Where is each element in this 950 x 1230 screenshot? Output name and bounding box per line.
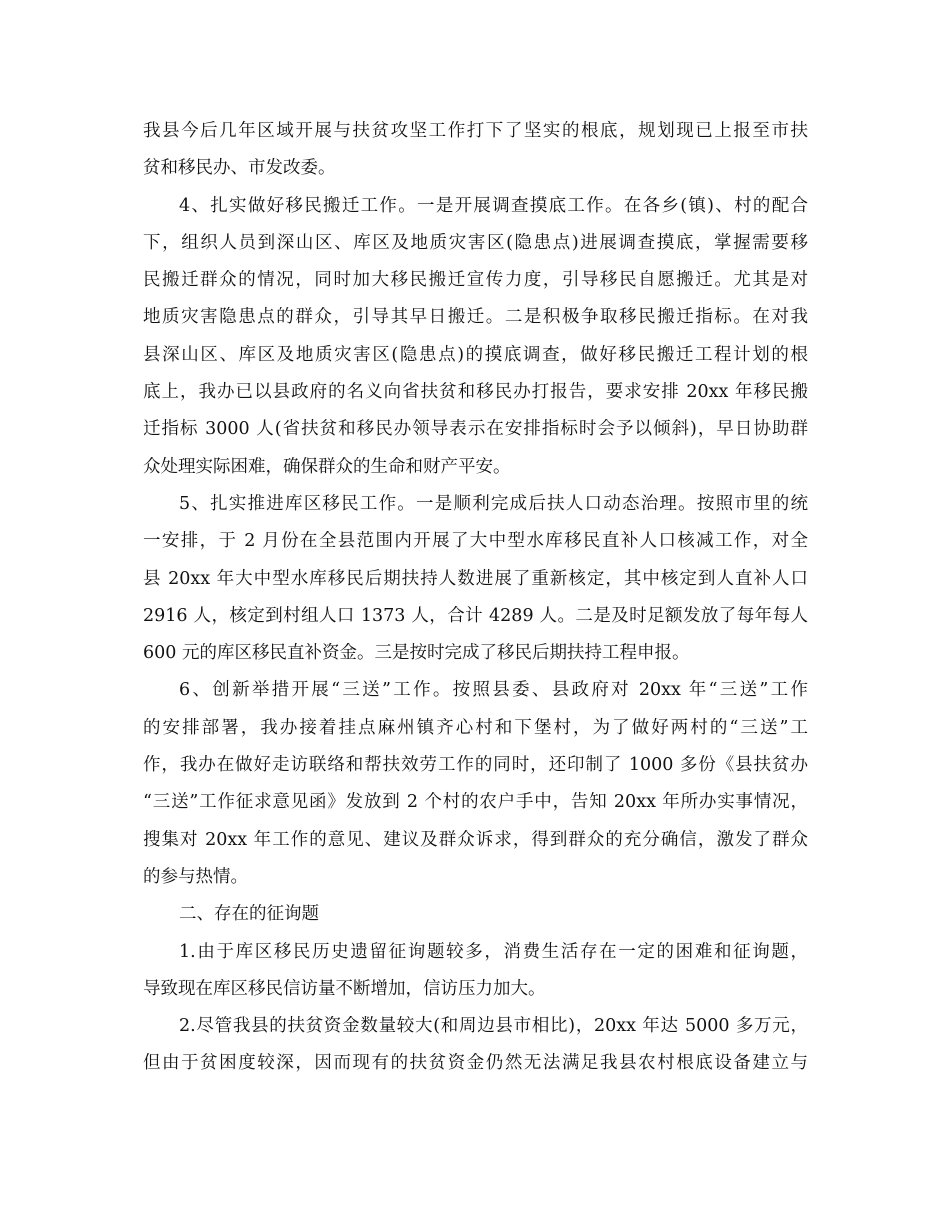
text-line: 搜集对 20xx 年工作的意见、建议及群众诉求，得到群众的充分确信，激发了群众	[143, 829, 808, 850]
text-line: 2.尽管我县的扶贫资金数量较大(和周边县市相比)，20xx 年达 5000 多万元，	[179, 1016, 808, 1037]
text-line: 地质灾害隐患点的群众，引导其早日搬迁。二是积极争取移民搬迁指标。在对我	[143, 307, 808, 328]
text-line: 县深山区、库区及地质灾害区(隐患点)的摸底调查，做好移民搬迁工程计划的根	[143, 344, 808, 365]
text-line: 一安排，于 2 月份在全县范围内开展了大中型水库移民直补人口核减工作，对全	[143, 531, 808, 552]
text-line: 但由于贫困度较深，因而现有的扶贫资金仍然无法满足我县农村根底设备建立与	[143, 1053, 808, 1074]
text-line: 作，我办在做好走访联络和帮扶效劳工作的同时，还印制了 1000 多份《县扶贫办	[143, 755, 808, 776]
text-line: “三送”工作征求意见函》发放到 2 个村的农户手中，告知 20xx 年所办实事情况，	[143, 792, 808, 813]
text-line: 4、扎实做好移民搬迁工作。一是开展调查摸底工作。在各乡(镇)、村的配合	[179, 195, 808, 216]
text-line: 5、扎实推进库区移民工作。一是顺利完成后扶人口动态治理。按照市里的统	[179, 493, 808, 514]
text-line: 众处理实际困难，确保群众的生命和财产平安。	[143, 456, 511, 477]
section-heading: 二、存在的征询题	[179, 904, 319, 925]
text-line: 2916 人，核定到村组人口 1373 人，合计 4289 人。二是及时足额发放了每年每人	[143, 605, 808, 626]
text-line: 底上，我办已以县政府的名义向省扶贫和移民办打报告，要求安排 20xx 年移民搬	[143, 382, 808, 403]
text-line: 导致现在库区移民信访量不断增加，信访压力加大。	[143, 978, 546, 999]
text-line: 民搬迁群众的情况，同时加大移民搬迁宣传力度，引导移民自愿搬迁。尤其是对	[143, 270, 808, 291]
document-page	[143, 113, 808, 1083]
text-line: 县 20xx 年大中型水库移民后期扶持人数进展了重新核定，其中核定到人直补人口	[143, 568, 808, 589]
text-line: 贫和移民办、市发改委。	[143, 158, 336, 179]
text-line: 迁指标 3000 人(省扶贫和移民办领导表示在安排指标时会予以倾斜)，早日协助群	[143, 419, 808, 440]
text-line: 1.由于库区移民历史遗留征询题较多，消费生活存在一定的困难和征询题，	[179, 941, 808, 962]
text-line: 600 元的库区移民直补资金。三是按时完成了移民后期扶持工程申报。	[143, 643, 690, 664]
text-line: 6、创新举措开展“三送”工作。按照县委、县政府对 20xx 年“三送”工作	[179, 680, 808, 701]
text-line: 的安排部署，我办接着挂点麻州镇齐心村和下堡村，为了做好两村的“三送”工	[143, 717, 808, 738]
text-line: 我县今后几年区域开展与扶贫攻坚工作打下了坚实的根底，规划现已上报至市扶	[143, 121, 808, 141]
text-line: 下，组织人员到深山区、库区及地质灾害区(隐患点)进展调查摸底，掌握需要移	[143, 232, 808, 253]
text-line: 的参与热情。	[143, 866, 248, 887]
